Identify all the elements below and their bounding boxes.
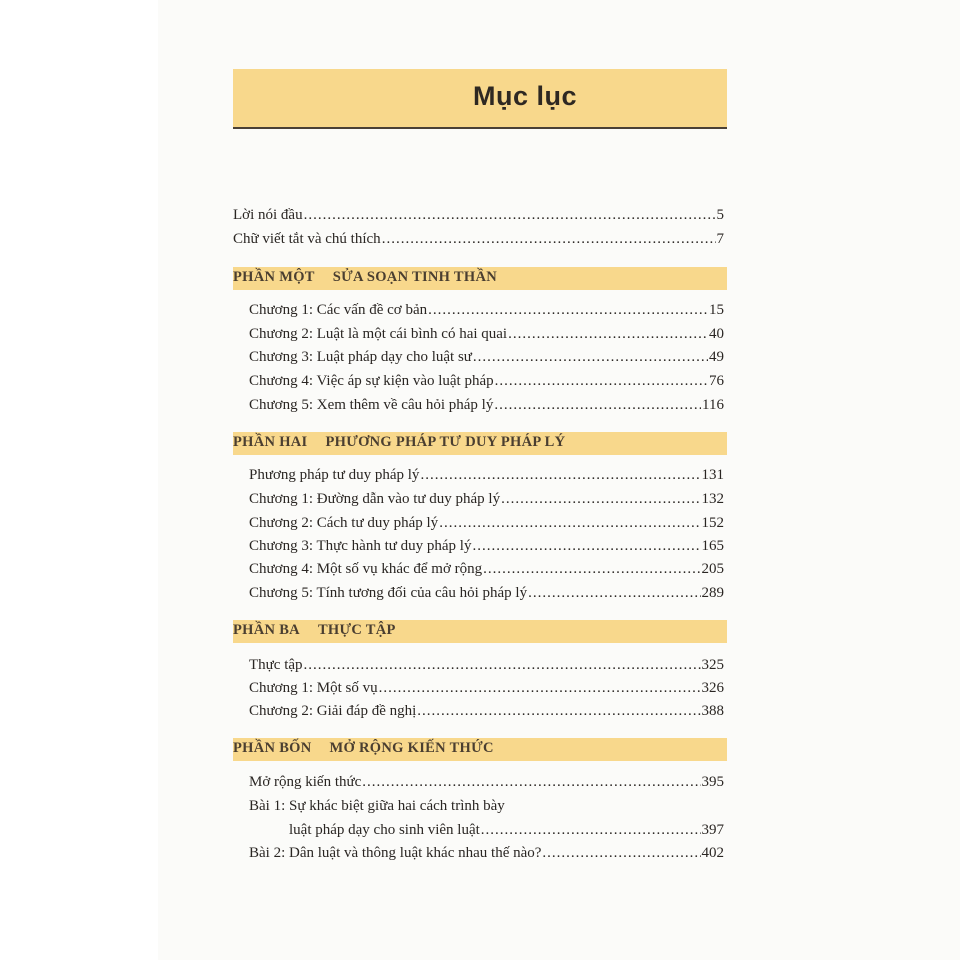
toc-entry-label: Thực tập bbox=[249, 657, 303, 673]
toc-entry-page: 116 bbox=[702, 397, 724, 413]
toc-entry-label: luật pháp dạy cho sinh viên luật bbox=[289, 822, 480, 838]
toc-entry[interactable] bbox=[249, 678, 724, 698]
part-heading bbox=[233, 738, 727, 761]
toc-entry-label: Chương 5: Tính tương đối của câu hỏi pháp lý bbox=[249, 585, 528, 601]
toc-entry-page: 152 bbox=[701, 515, 724, 531]
toc-entry-label: Chương 2: Cách tư duy pháp lý bbox=[249, 515, 439, 531]
toc-entry-page: 388 bbox=[701, 703, 724, 719]
toc-entry-page: 325 bbox=[701, 657, 724, 673]
toc-entry-page: 397 bbox=[701, 822, 724, 838]
toc-entry[interactable] bbox=[249, 347, 724, 367]
toc-entry-label: Chương 4: Việc áp sự kiện vào luật pháp bbox=[249, 373, 494, 389]
leader-dots bbox=[481, 820, 701, 840]
toc-entry[interactable] bbox=[249, 300, 724, 320]
toc-entry-page: 49 bbox=[709, 349, 724, 365]
toc-entry-label: Chương 2: Luật là một cái bình có hai quai bbox=[249, 326, 508, 342]
toc-entry-label: Chương 4: Một số vụ khác để mở rộng bbox=[249, 561, 483, 577]
part-number: PHẦN BA bbox=[233, 622, 300, 638]
part-name: MỞ RỘNG KIẾN THỨC bbox=[329, 740, 494, 756]
part-number: PHẦN BỐN bbox=[233, 740, 312, 756]
toc-entry[interactable] bbox=[249, 371, 724, 391]
toc-entry[interactable] bbox=[249, 513, 724, 533]
toc-entry[interactable] bbox=[249, 324, 724, 344]
leader-dots bbox=[362, 772, 700, 792]
toc-entry-label: Lời nói đầu bbox=[233, 207, 303, 223]
toc-entry-label: Mở rộng kiến thức bbox=[249, 774, 362, 790]
toc-entry-page: 289 bbox=[701, 585, 724, 601]
toc-entry[interactable] bbox=[249, 655, 724, 675]
toc-entry-page: 132 bbox=[701, 491, 724, 507]
part-number: PHẦN HAI bbox=[233, 434, 308, 450]
toc-entry-label: Bài 1: Sự khác biệt giữa hai cách trình bày bbox=[249, 798, 505, 814]
leader-dots bbox=[542, 843, 700, 863]
toc-entry-label: Chương 1: Đường dẫn vào tư duy pháp lý bbox=[249, 491, 501, 507]
part-number: PHẦN MỘT bbox=[233, 269, 315, 285]
toc-entry-label: Chương 1: Một số vụ bbox=[249, 680, 378, 696]
toc-entry-label: Chương 1: Các vấn đề cơ bản bbox=[249, 302, 428, 318]
toc-entry[interactable] bbox=[249, 583, 724, 603]
toc-entry[interactable] bbox=[249, 796, 724, 816]
toc-entry-label: Chương 3: Thực hành tư duy pháp lý bbox=[249, 538, 472, 554]
toc-entry-page: 165 bbox=[701, 538, 724, 554]
part-name: THỰC TẬP bbox=[317, 622, 396, 638]
leader-dots bbox=[304, 205, 716, 225]
toc-entry[interactable] bbox=[249, 489, 724, 509]
toc-entry[interactable] bbox=[249, 465, 724, 485]
toc-entry-label: Chương 3: Luật pháp dạy cho luật sư bbox=[249, 349, 472, 365]
leader-dots bbox=[494, 395, 701, 415]
toc-entry-page: 402 bbox=[701, 845, 724, 861]
part-heading bbox=[233, 432, 727, 455]
toc-entry-label: Bài 2: Dân luật và thông luật khác nhau thế nào? bbox=[249, 845, 542, 861]
leader-dots bbox=[420, 465, 700, 485]
toc-entry[interactable] bbox=[233, 205, 724, 225]
toc-entry-label: Chữ viết tắt và chú thích bbox=[233, 231, 381, 247]
toc-entry[interactable] bbox=[249, 395, 724, 415]
part-name: PHƯƠNG PHÁP TƯ DUY PHÁP LÝ bbox=[325, 434, 566, 450]
toc-entry[interactable] bbox=[249, 701, 724, 721]
part-heading bbox=[233, 267, 727, 290]
toc-entry-page: 5 bbox=[716, 207, 724, 223]
toc-entry-page: 131 bbox=[701, 467, 724, 483]
toc-entry[interactable] bbox=[249, 843, 724, 863]
leader-dots bbox=[473, 347, 708, 367]
leader-dots bbox=[417, 701, 700, 721]
toc-entry-page: 76 bbox=[709, 373, 724, 389]
leader-dots bbox=[382, 229, 716, 249]
leader-dots bbox=[508, 324, 708, 344]
leader-dots bbox=[439, 513, 700, 533]
leader-dots bbox=[304, 655, 701, 675]
leader-dots bbox=[483, 559, 700, 579]
toc-entry[interactable] bbox=[289, 820, 724, 840]
toc-entry[interactable] bbox=[233, 229, 724, 249]
toc-entry-page: 7 bbox=[716, 231, 724, 247]
page-title: Mục lục bbox=[472, 81, 577, 111]
title-banner bbox=[233, 69, 727, 129]
leader-dots bbox=[495, 371, 708, 391]
toc-entry[interactable] bbox=[249, 772, 724, 792]
toc-entry-page: 40 bbox=[709, 326, 724, 342]
leader-dots bbox=[379, 678, 701, 698]
leader-dots bbox=[428, 300, 708, 320]
toc-entry-page: 15 bbox=[709, 302, 724, 318]
toc-entry[interactable] bbox=[249, 559, 724, 579]
toc-entry-page: 326 bbox=[701, 680, 724, 696]
toc-entry-label: Phương pháp tư duy pháp lý bbox=[249, 467, 420, 483]
toc-entry[interactable] bbox=[249, 536, 724, 556]
part-name: SỬA SOẠN TINH THẦN bbox=[332, 269, 498, 285]
toc-entry-label: Chương 2: Giải đáp đề nghị bbox=[249, 703, 417, 719]
toc-entry-page: 205 bbox=[701, 561, 724, 577]
part-heading bbox=[233, 620, 727, 643]
leader-dots bbox=[501, 489, 700, 509]
leader-dots bbox=[528, 583, 700, 603]
leader-dots bbox=[472, 536, 700, 556]
toc-entry-label: Chương 5: Xem thêm về câu hỏi pháp lý bbox=[249, 397, 494, 413]
toc-entry-page: 395 bbox=[701, 774, 724, 790]
